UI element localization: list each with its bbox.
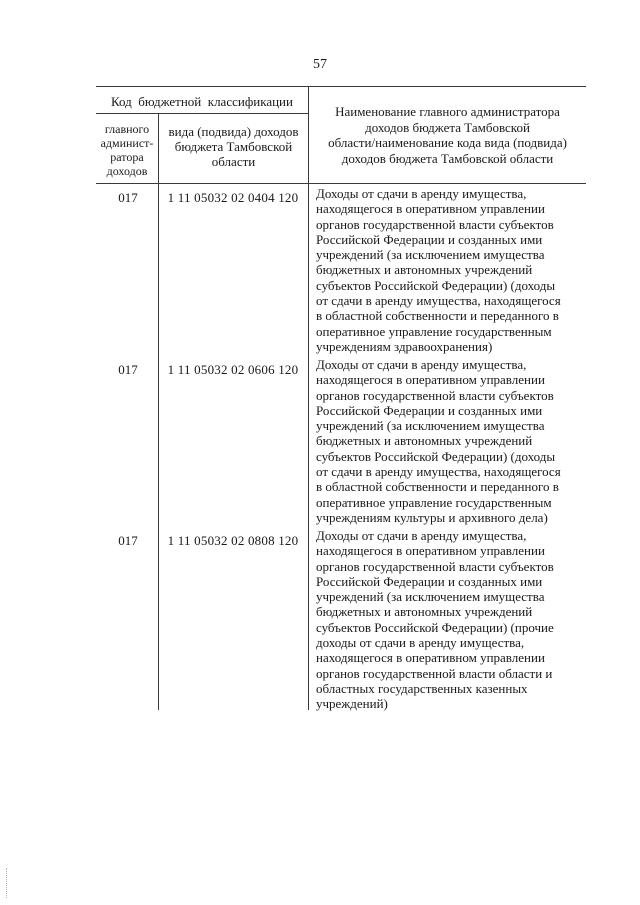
description-cell: Доходы от сдачи в аренду имущества, находящегося в оперативном управлении органов государственной власти субъектов Российской Федерации и созданных ими учреждений (за исключением имущества бюджетных и автономных учреждений субъектов Российской Федерации) (прочие доходы от сдачи в аренду имущества, находящегося в оперативном управлении органов государственной власти области и областных государственных казенных учреждений)	[316, 528, 554, 712]
header-col-name: Наименование главного администратора доходов бюджета Тамбовской области/наименование кода вида (подвида) доходов бюджета Тамбовской области	[328, 104, 567, 166]
column-divider-left	[158, 113, 159, 710]
admin-code-cell: 017	[118, 533, 138, 548]
scan-edge-mark	[6, 868, 8, 898]
page-number: 57	[313, 57, 327, 72]
type-code-cell: 1 11 05032 02 0606 120	[167, 362, 299, 377]
type-code-cell: 1 11 05032 02 0808 120	[167, 533, 299, 548]
admin-code-cell: 017	[118, 362, 138, 377]
description-cell: Доходы от сдачи в аренду имущества, находящегося в оперативном управлении органов государственной власти субъектов Российской Федерации и созданных ими учреждений (за исключением имущества бюджетных и автономных учреждений субъектов Российской Федерации) (доходы от сдачи в аренду имущества, находящегося в областной собственности и переданного в оперативное управление государственным учреждениям здравоохранения)	[316, 186, 561, 354]
header-group-title: Код бюджетной классификации	[111, 94, 293, 109]
column-divider-right	[308, 86, 309, 710]
type-code-cell: 1 11 05032 02 0404 120	[167, 190, 299, 205]
header-col-admin: главного админист- ратора доходов	[100, 122, 154, 178]
admin-code-cell: 017	[118, 190, 138, 205]
description-cell: Доходы от сдачи в аренду имущества, находящегося в оперативном управлении органов государственной власти субъектов Российской Федерации и созданных ими учреждений (за исключением имущества бюджетных и автономных учреждений субъектов Российской Федерации) (доходы от сдачи в аренду имущества, находящегося в областной собственности и переданного в оперативное управление государственным учреждениям культуры и архивного дела)	[316, 357, 561, 525]
group-header-divider	[96, 113, 308, 114]
table-top-border	[96, 86, 586, 87]
header-bottom-border	[96, 183, 586, 184]
header-col-type: вида (подвида) доходов бюджета Тамбовской области	[168, 124, 299, 169]
